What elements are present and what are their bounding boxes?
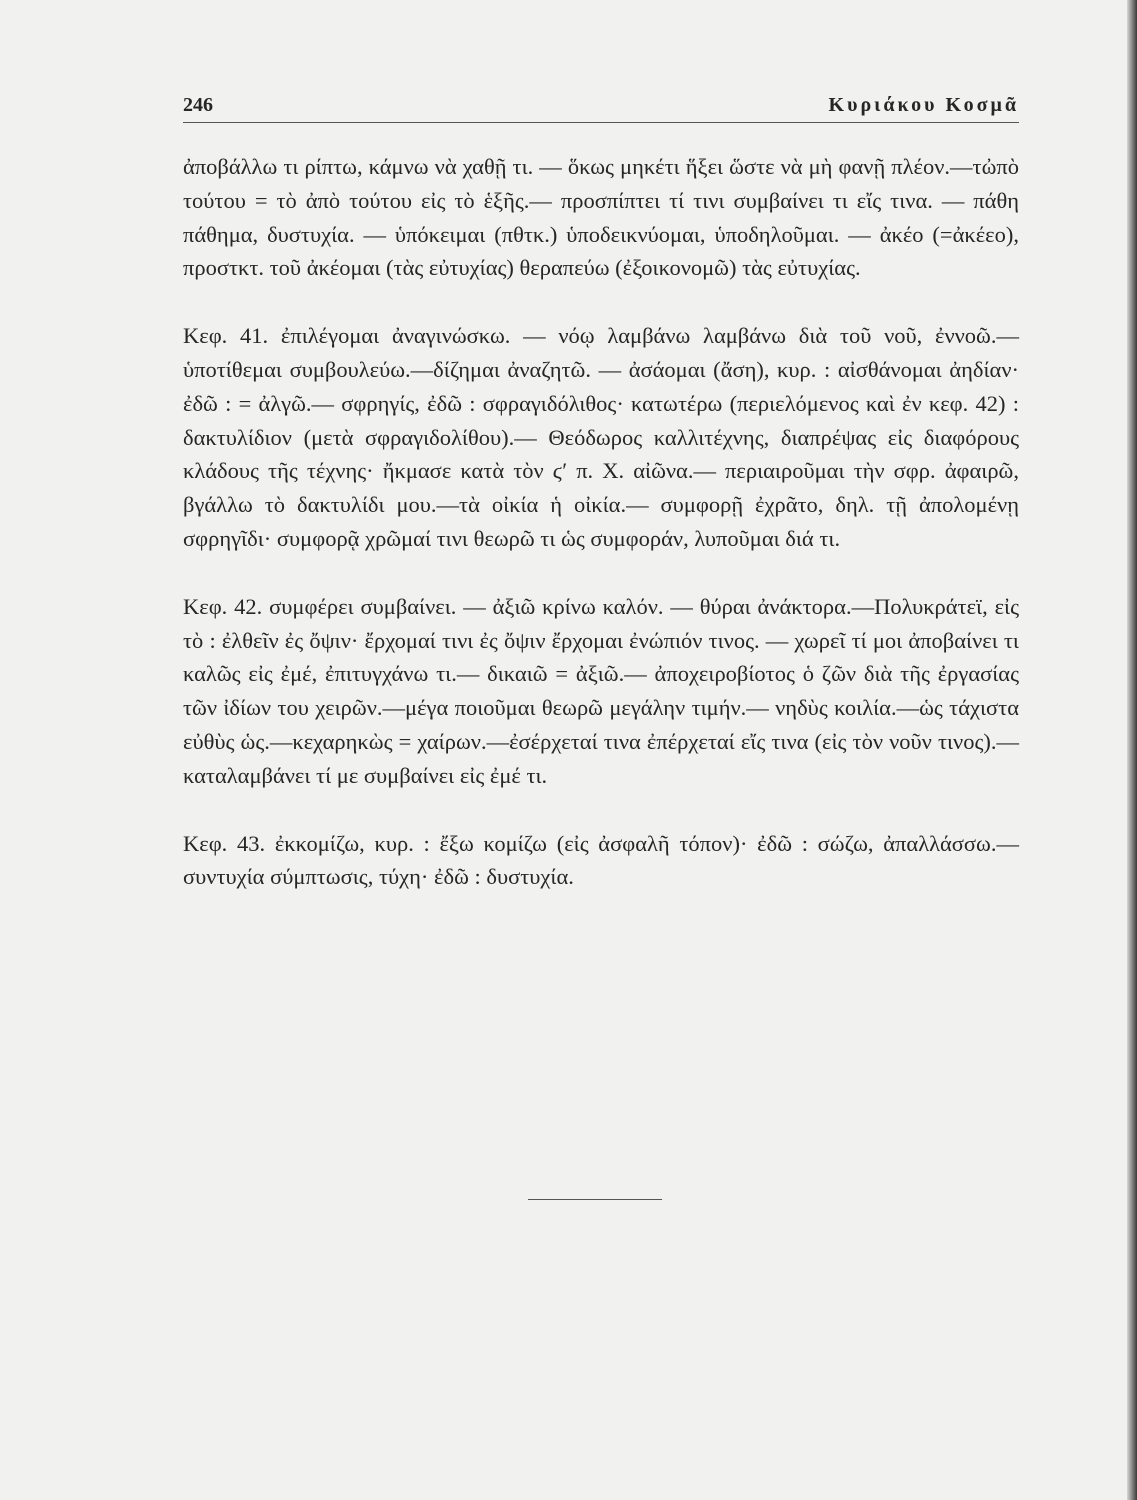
paragraph-kef-43: Κεφ. 43. ἐκκομίζω, κυρ. : ἔξω κομίζω (εἰς ἀσφαλῆ τόπον)· ἐδῶ : σώζω, ἀπαλλάσσω.—συντυχία σύμπτωσις, τύχη· ἐδῶ : δυστυχία.	[183, 830, 1019, 890]
page-number: 246	[183, 94, 213, 116]
paragraph-1: ἀποβάλλω τι ρίπτω, κάμνω νὰ χαθῇ τι. — ὅκως μηκέτι ἥξει ὥστε νὰ μὴ φανῇ πλέον.—τὠπὸ τούτου = τὸ ἀπὸ τούτου εἰς τὸ ἑξῆς.— προσπίπτει τί τινι συμβαίνει τι εἴς τινα. — πάθη πάθημα, δυστυχία. — ὑπόκειμαι (πθτκ.) ὑποδεικνύομαι, ὑποδηλοῦμαι. — ἀκέο (=ἀκέεο), προστκτ. τοῦ ἀκέομαι (τὰς εὐτυχίας) θεραπεύω (ἐξοικονομῶ) τὰς εὐτυχίας.	[183, 154, 1019, 281]
page-header	[183, 92, 1019, 123]
body-text	[183, 150, 1019, 894]
footer-rule	[528, 1199, 662, 1200]
running-title: Κυριάκου Κοσμᾶ	[828, 94, 1019, 116]
paragraph-kef-42: Κεφ. 42. συμφέρει συμβαίνει. — ἀξιῶ κρίνω καλόν. — θύραι ἀνάκτορα.—Πολυκράτεϊ, εἰς τὸ : ἐλθεῖν ἐς ὄψιν· ἔρχομαί τινι ἐς ὄψιν ἔρχομαι ἐνώπιόν τινος. — χωρεῖ τί μοι ἀποβαίνει τι καλῶς εἰς ἐμέ, ἐπιτυγχάνω τι.— δικαιῶ = ἀξιῶ.— ἀποχειροβίοτος ὁ ζῶν διὰ τῆς ἐργασίας τῶν ἰδίων του χειρῶν.—μέγα ποιοῦμαι θεωρῶ μεγάλην τιμήν.— νηδὺς κοιλία.—ὡς τάχιστα εὐθὺς ὡς.—κεχαρηκὼς = χαίρων.—ἐσέρχεταί τινα ἐπέρχεταί εἴς τινα (εἰς τὸν νοῦν τινος).— καταλαμβάνει τί με συμβαίνει εἰς ἐμέ τι.	[183, 593, 1019, 788]
paragraph-kef-41: Κεφ. 41. ἐπιλέγομαι ἀναγινώσκω. — νόῳ λαμβάνω λαμβάνω διὰ τοῦ νοῦ, ἐννοῶ.—ὑποτίθεμαι συμβουλεύω.—δίζημαι ἀναζητῶ. — ἀσάομαι (ἄση), κυρ. : αἰσθάνομαι ἀηδίαν· ἐδῶ : = ἀλγῶ.— σφρηγίς, ἐδῶ : σφραγιδόλιθος· κατωτέρω (περιελόμενος καὶ ἐν κεφ. 42) : δακτυλίδιον (μετὰ σφραγιδολίθου).— Θεόδωρος καλλιτέχνης, διαπρέψας εἰς διαφόρους κλάδους τῆς τέχνης· ἤκμασε κατὰ τὸν ϛ′ π. Χ. αἰῶνα.— περιαιροῦμαι τὴν σφρ. ἀφαιρῶ, βγάλλω τὸ δακτυλίδι μου.—τὰ οἰκία ἡ οἰκία.— συμφορῇ ἐχρᾶτο, δηλ. τῇ ἀπολομένῃ σφρηγῖδι· συμφορᾷ χρῶμαί τινι θεωρῶ τι ὡς συμφοράν, λυποῦμαι διά τι.	[183, 323, 1019, 551]
page-edge-shadow	[1127, 0, 1137, 1500]
